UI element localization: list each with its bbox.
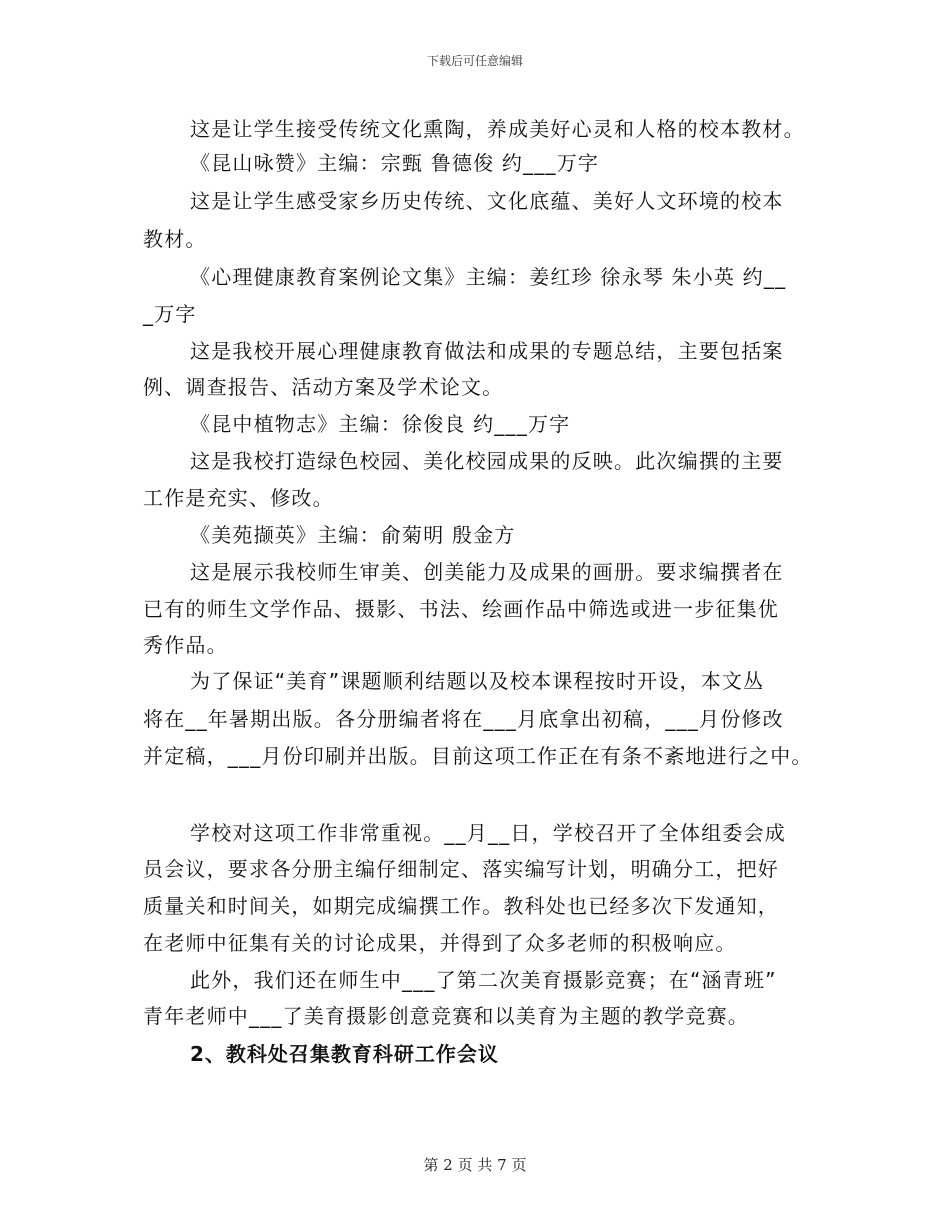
paragraph-line: 员会议，要求各分册主编仔细制定、落实编写计划，明确分工，把好 <box>143 857 779 881</box>
paragraph-line: 在老师中征集有关的讨论成果，并得到了众多老师的积极响应。 <box>143 931 737 955</box>
paragraph-line: 这是让学生接受传统文化熏陶，养成美好心灵和人格的校本教材。 <box>190 117 805 141</box>
paragraph-line: 这是我校打造绿色校园、美化校园成果的反映。此次编撰的主要 <box>190 449 784 473</box>
paragraph-line: 这是我校开展心理健康教育做法和成果的专题总结，主要包括案 <box>190 339 784 363</box>
page-header: 下载后可任意编辑 <box>426 54 523 68</box>
paragraph-line: 例、调查报告、活动方案及学术论文。 <box>143 375 504 399</box>
paragraph-line: 《心理健康教育案例论文集》主编：姜红珍 徐永琴 朱小英 约__ <box>190 265 787 289</box>
paragraph-line: 《美苑撷英》主编：俞菊明 殷金方 <box>190 523 516 547</box>
paragraph-line: _万字 <box>143 302 197 326</box>
paragraph-line: 工作是充实、修改。 <box>143 486 334 510</box>
paragraph-line: 《昆山咏赞》主编：宗甄 鲁德俊 约___万字 <box>190 151 600 175</box>
section-heading: 2、教科处召集教育科研工作会议 <box>190 1042 499 1066</box>
paragraph-line: 已有的师生文学作品、摄影、书法、绘画作品中筛选或进一步征集优 <box>143 597 779 621</box>
paragraph-line: 将在__年暑期出版。各分册编者将在___月底拿出初稿，___月份修改 <box>143 707 784 731</box>
paragraph-line: 质量关和时间关，如期完成编撰工作。教科处也已经多次下发通知， <box>143 894 779 918</box>
paragraph-line: 这是让学生感受家乡历史传统、文化底蕴、美好人文环境的校本 <box>190 189 784 213</box>
paragraph-line: 这是展示我校师生审美、创美能力及成果的画册。要求编撰者在 <box>190 560 784 584</box>
paragraph-line: 学校对这项工作非常重视。__月__日，学校召开了全体组委会成 <box>190 821 786 845</box>
paragraph-line: 教材。 <box>143 227 207 251</box>
paragraph-line: 青年老师中___了美育摄影创意竞赛和以美育为主题的教学竞赛。 <box>143 1004 749 1028</box>
paragraph-line: 《昆中植物志》主编：徐俊良 约___万字 <box>190 412 571 436</box>
paragraph-line: 为了保证“美育”课题顺利结题以及校本课程按时开设，本文丛 <box>190 669 765 693</box>
paragraph-line: 并定稿，___月份印刷并出版。目前这项工作正在有条不紊地进行之中。 <box>143 744 813 768</box>
page-number: 第 2 页 共 7 页 <box>423 1156 527 1174</box>
paragraph-line: 此外，我们还在师生中___了第二次美育摄影竞赛；在“涵青班” <box>190 968 777 992</box>
paragraph-line: 秀作品。 <box>143 633 228 657</box>
